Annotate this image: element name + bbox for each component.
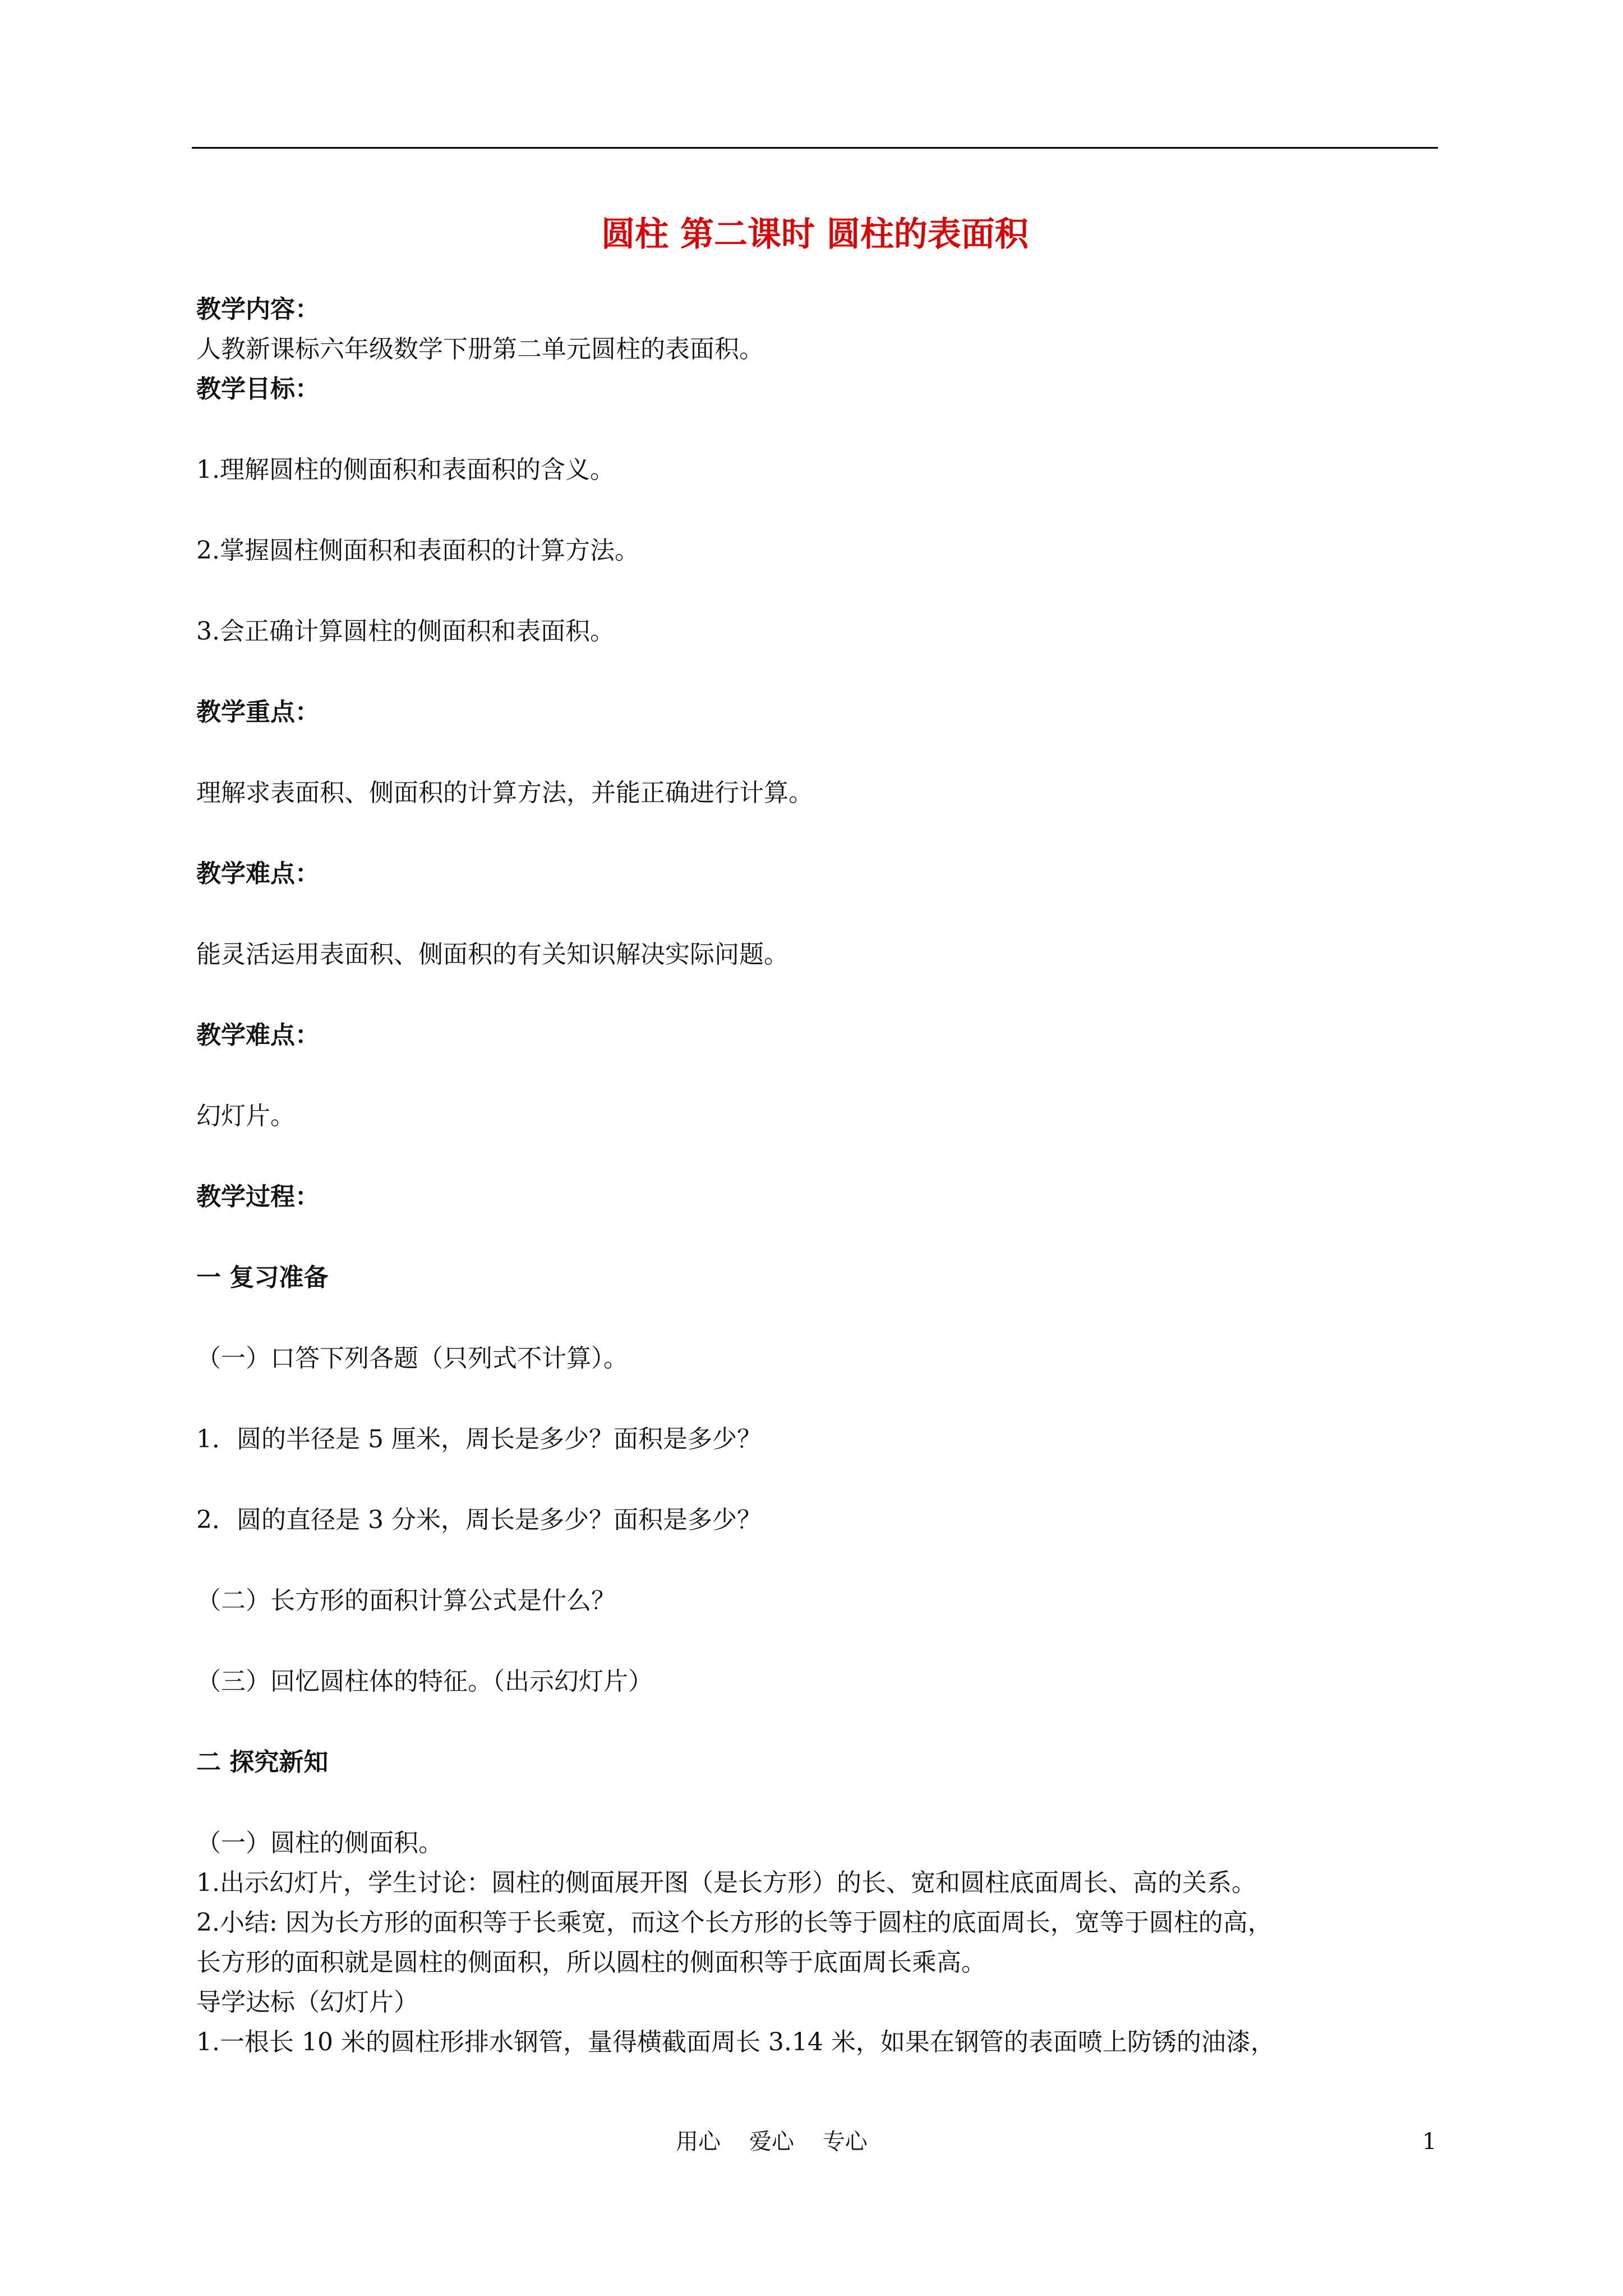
body-line: （一）口答下列各题（只列式不计算）。 [196,1344,628,1373]
header-rule [192,147,1438,149]
body-line: 2．圆的直径是 3 分米，周长是多少？面积是多少？ [196,1506,762,1534]
footer-motto: 用心 爱心 专心 [676,2129,868,2155]
body-line: （一）圆柱的侧面积。 [196,1829,443,1857]
body-line: 3.会正确计算圆柱的侧面积和表面积。 [196,617,615,646]
body-line: 教学目标： [196,375,320,403]
body-line: 2.小结: 因为长方形的面积等于长乘宽，而这个长方形的长等于圆柱的底面周长，宽等于圆柱的高， [196,1908,1272,1937]
body-line: 教学难点： [196,1021,320,1050]
body-line: 幻灯片。 [196,1102,295,1130]
body-line: 一 复习准备 [196,1263,329,1292]
body-line: 导学达标（幻灯片） [196,1988,418,2017]
body-line: （二）长方形的面积计算公式是什么？ [196,1586,616,1615]
body-line: 能灵活运用表面积、侧面积的有关知识解决实际问题。 [196,940,789,969]
body-line: 1.一根长 10 米的圆柱形排水钢管，量得横截面周长 3.14 米，如果在钢管的表面喷上防锈的油漆， [196,2028,1275,2056]
body-line: 人教新课标六年级数学下册第二单元圆柱的表面积。 [196,335,764,364]
body-line: 教学过程： [196,1182,320,1211]
page-number: 1 [1422,2129,1437,2155]
body-line: 2.掌握圆柱侧面积和表面积的计算方法。 [196,536,639,565]
body-line: 教学难点： [196,859,320,888]
body-line: 二 探究新知 [196,1748,329,1777]
body-line: 教学内容： [196,295,320,324]
page-title: 圆柱 第二课时 圆柱的表面积 [601,215,1029,254]
body-line: 长方形的面积就是圆柱的侧面积，所以圆柱的侧面积等于底面周长乘高。 [196,1948,986,1977]
body-line: 教学重点： [196,698,320,726]
body-line: 1.理解圆柱的侧面积和表面积的含义。 [196,455,615,484]
body-line: 1.出示幻灯片，学生讨论：圆柱的侧面展开图（是长方形）的长、宽和圆柱底面周长、高的关系。 [196,1869,1256,1897]
body-line: 1．圆的半径是 5 厘米，周长是多少？面积是多少？ [196,1425,762,1453]
body-line: （三）回忆圆柱体的特征。（出示幻灯片） [196,1667,653,1696]
body-line: 理解求表面积、侧面积的计算方法，并能正确进行计算。 [196,779,813,807]
